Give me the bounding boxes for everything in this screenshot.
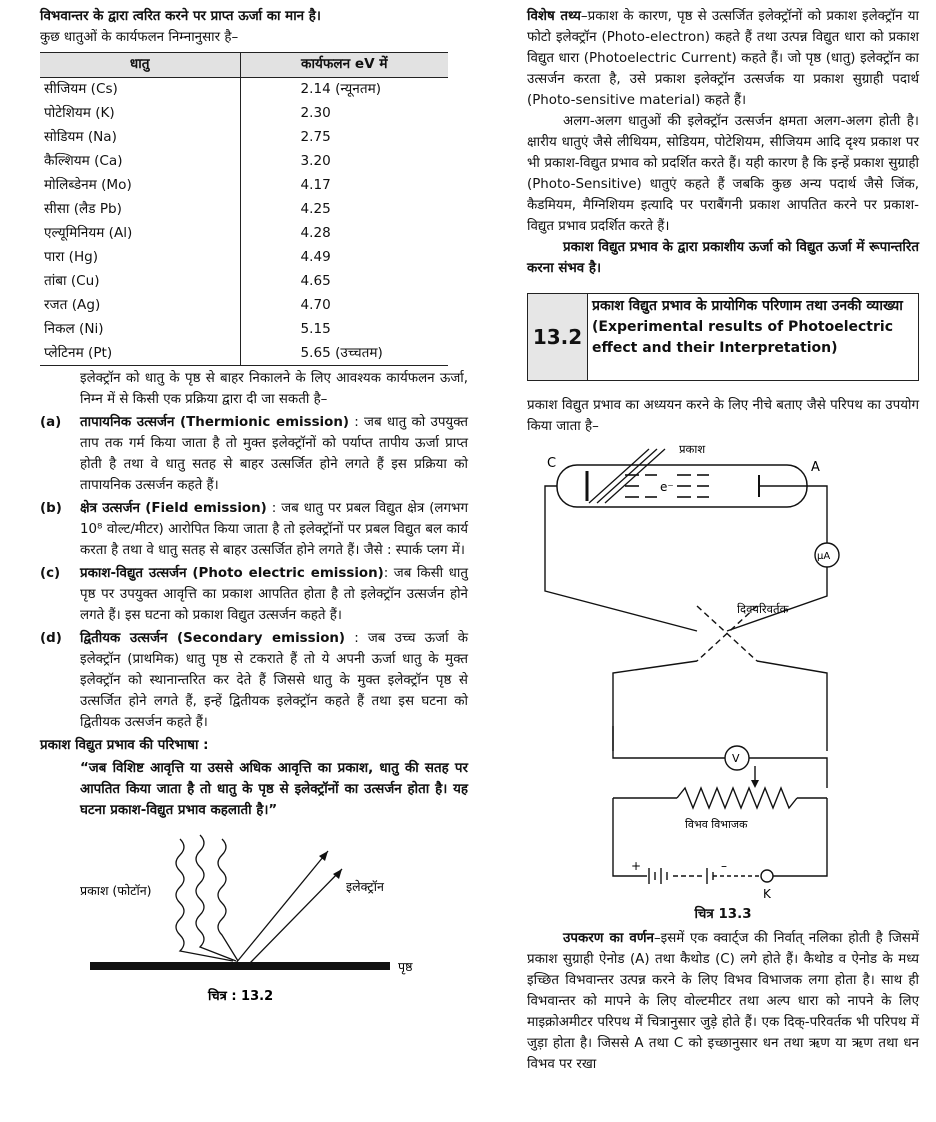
table-row <box>40 293 448 317</box>
wire-ammeter-down <box>727 567 827 631</box>
work-function-cell: 2.75 <box>300 128 331 145</box>
list-item-body: : जब धातु पर प्रबल विद्युत क्षेत्र (लगभग 10⁸ वोल्ट/मीटर) आरोपित किया जाता है तो इलेक्ट्रॉनों पर प्रबल विद्युत बल कार्य करता है तथा वे धातु सतह से बाहर उत्सर्जित होने लगते हैं। जैसे : स्पार्क प्लग में। <box>80 501 469 558</box>
section-title: प्रकाश विद्युत प्रभाव के प्रायोगिक परिणाम तथा उनकी व्याख्या (Experimental results of Photoelectric effect and their Interpretation) <box>592 298 903 356</box>
table-row <box>40 221 448 245</box>
paragraph-special-fact <box>527 6 919 111</box>
intro-line-2: कुछ धातुओं के कार्यफलन निम्नानुसार है– <box>40 30 239 45</box>
metal-name-cell: मोलिब्डेनम (Mo) <box>40 173 240 197</box>
apparatus-head: उपकरण का वर्णन <box>563 931 654 946</box>
list-item <box>40 563 468 626</box>
list-item-body: : जब उच्च ऊर्जा के इलेक्ट्रॉन (प्राथमिक) धातु पृष्ठ से टकराते हैं तो ये अपनी ऊर्जा धातु के मुक्त इलेक्ट्रॉन को स्थानान्तरित कर देते हैं जिससे धातु के मुक्त इलेक्ट्रॉन पृष्ठ से उत्सर्जित होने लगते हैं, इन्हें द्वितीयक इलेक्ट्रॉन कहते हैं तथा इस घटना को द्वितीयक उत्सर्जन कहते हैं। <box>80 631 468 730</box>
metal-name-cell: तांबा (Cu) <box>40 269 240 293</box>
divider-label: विभव विभाजक <box>685 818 748 831</box>
work-function-cell: 2.30 <box>300 104 331 121</box>
metal-name-cell: सोडियम (Na) <box>40 125 240 149</box>
list-item-head: प्रकाश-विद्युत उत्सर्जन (Photo electric emission) <box>80 566 384 581</box>
table-header-work-function: कार्यफलन eV में <box>240 53 448 77</box>
table-row <box>40 173 448 197</box>
work-function-cell: 4.49 <box>300 248 331 265</box>
paragraph-energy-conversion: प्रकाश विद्युत प्रभाव के द्वारा प्रकाशीय ऊर्जा को विद्युत ऊर्जा में रूपान्तरित करना संभव है। <box>527 240 919 276</box>
table-header-metal: धातु <box>40 53 240 77</box>
work-function-cell: 5.15 <box>300 320 331 337</box>
list-item <box>40 628 468 733</box>
rheostat-slider-arrow <box>751 780 759 788</box>
list-item-head: क्षेत्र उत्सर्जन (Field emission) <box>80 501 267 516</box>
table-row <box>40 341 448 365</box>
wire-voltmeter-rail <box>613 726 725 758</box>
battery <box>649 868 713 884</box>
list-item <box>40 412 468 496</box>
light-beam-1 <box>589 449 649 503</box>
paragraph-metals: अलग-अलग धातुओं की इलेक्ट्रॉन उत्सर्जन क्षमता अलग-अलग होती है। क्षारीय धातुएं जैसे लीथियम, सोडियम, पोटेशियम, सीजियम आदि दृश्य प्रकाश पर भी प्रकाश-विद्युत प्रभाव को प्रदर्शित करते हैं। यही कारण है कि इन्हें प्रकाश सुग्राही (Photo-Sensitive) धातुएं कहते हैं जबकि कुछ अन्य पदार्थ जैसे जिंक, कैडमियम, मैग्निशियम इत्यादि पर पराबैंगनी प्रकाश आपतित करने पर प्रकाश-विद्युत प्रभाव प्रदर्शित करते हैं। <box>527 114 919 234</box>
metal-name-cell: प्लेटिनम (Pt) <box>40 341 240 365</box>
figure-13-2-caption: चित्र : 13.2 <box>208 989 274 1004</box>
list-item-label: (c) <box>40 566 61 581</box>
figure-13-3 <box>527 441 919 761</box>
table-row <box>40 101 448 125</box>
battery-minus-label: – <box>721 859 727 873</box>
table-row <box>40 245 448 269</box>
work-function-cell: 4.70 <box>300 296 331 313</box>
section-heading-box <box>527 293 919 381</box>
key-label: K <box>763 887 771 901</box>
metal-name-cell: पोटेशियम (K) <box>40 101 240 125</box>
table-row <box>40 269 448 293</box>
paragraph-work-function: इलेक्ट्रॉन को धातु के पृष्ठ से बाहर निकालने के लिए आवश्यक कार्यफलन ऊर्जा, निम्न में से किसी एक प्रक्रिया द्वारा दी जा सकती है– <box>80 371 468 407</box>
figure-13-2 <box>40 829 468 1009</box>
table-body <box>40 77 448 365</box>
definition-title: प्रकाश विद्युत प्रभाव की परिभाषा : <box>40 738 209 753</box>
list-item-body: : जब किसी धातु पृष्ठ पर उपयुक्त आवृत्ति का प्रकाश आपतित होता है तो इलेक्ट्रॉन उत्सर्जन होने लगते हैं। इस घटना को प्रकाश विद्युत उत्सर्जन कहते हैं। <box>80 566 468 623</box>
voltmeter-label: V <box>732 752 740 765</box>
table-row <box>40 125 448 149</box>
electron-label: इलेक्ट्रॉन <box>346 879 384 894</box>
work-function-table <box>40 52 448 366</box>
surface-label: पृष्ठ <box>398 959 413 974</box>
work-function-cell: 3.20 <box>300 152 331 169</box>
list-item-text <box>80 412 468 496</box>
list-item <box>40 498 468 561</box>
definition-quote: “जब विशिष्ट आवृत्ति या उससे अधिक आवृत्ति का प्रकाश, धातु की सतह पर आपतित किया जाता है तो धातु के पृष्ठ से इलेक्ट्रॉनों का उत्सर्जन होता है। यह घटना प्रकाश-विद्युत प्रभाव कहलाती है।” <box>80 761 468 818</box>
list-item-text <box>80 563 468 626</box>
electron-symbol: e⁻ <box>660 480 674 494</box>
list-item-text <box>80 498 468 561</box>
reverser-label: दिक्परिवर्तक <box>737 602 789 616</box>
photon-label: प्रकाश (फोटॉन) <box>80 883 152 898</box>
metal-name-cell: एल्यूमिनियम (Al) <box>40 221 240 245</box>
wire-voltmeter-right <box>749 758 827 788</box>
rheostat-coil <box>677 788 797 808</box>
microammeter-label: μA <box>817 551 831 562</box>
light-beam-3 <box>605 449 665 503</box>
special-fact-body: –प्रकाश के कारण, पृष्ठ से उत्सर्जित इलेक्ट्रॉनों को प्रकाश इलेक्ट्रॉन या फोटो इलेक्ट्रॉन (Photo-electron) कहते हैं तथा उत्पन्न विद्युत धारा को प्रकाश विद्युत धारा (Photoelectric Current) कहते हैं। जो पृष्ठ (धातु) इलेक्ट्रॉन का उत्सर्जन करता है, उसे प्रकाश इलेक्ट्रॉन उत्सर्जक या प्रकाश सुग्राही पदार्थ (Photo-sensitive material) कहते हैं। <box>527 9 919 108</box>
figure-13-3-lower <box>527 726 919 906</box>
work-function-cell: 4.65 <box>300 272 331 289</box>
table-row <box>40 149 448 173</box>
section-number: 13.2 <box>528 294 588 380</box>
metal-name-cell: सीसा (लैड Pb) <box>40 197 240 221</box>
light-beam-2 <box>597 449 657 503</box>
electron-ray-1 <box>236 851 328 963</box>
emission-list <box>40 412 468 733</box>
work-function-cell: 5.65 (उच्चतम) <box>300 344 383 361</box>
metal-name-cell: निकल (Ni) <box>40 317 240 341</box>
list-item-label: (b) <box>40 501 62 516</box>
work-function-cell: 4.17 <box>300 176 331 193</box>
photon-wave-3 <box>218 839 238 961</box>
cathode-label: C <box>547 456 557 471</box>
work-function-cell: 2.14 (न्यूनतम) <box>300 80 382 97</box>
apparatus-body: –इसमें एक क्वार्ट्ज की निर्वात् नलिका होती है जिसमें प्रकाश सुग्राही ऐनोड (A) तथा कैथोड (C) लगे होते हैं। कैथोड व ऐनोड के मध्य इच्छित विभवान्तर उत्पन्न करने के लिए विभव विभाजक लगा होता है। साथ ही विभवान्तर को मापने के लिए वोल्टमीटर तथा अल्प धारा को नापने के लिए माइक्रोअमीटर परिपथ में चित्रानुसार जुड़े होते हैं। एक दिक्-परिवर्तक भी परिपथ में जुड़ा होता है। जिससे A तथा C को इच्छानुसार धन तथा ऋण या ऋण तथा धन विभव पर रखा <box>527 931 919 1072</box>
intro-line-1: विभवान्तर के द्वारा त्वरित करने पर प्राप्त ऊर्जा का मान है। <box>40 9 321 24</box>
metal-name-cell: पारा (Hg) <box>40 245 240 269</box>
wire-anode <box>807 486 827 543</box>
electron-ray-2 <box>250 869 342 963</box>
paragraph-circuit-intro: प्रकाश विद्युत प्रभाव का अध्ययन करने के लिए नीचे बताए जैसे परिपथ का उपयोग किया जाता है– <box>527 398 919 434</box>
metal-surface <box>90 962 390 970</box>
table-row <box>40 77 448 101</box>
table-row <box>40 317 448 341</box>
list-item-label: (d) <box>40 631 62 646</box>
table-row <box>40 197 448 221</box>
key-switch <box>761 870 773 882</box>
work-function-cell: 4.25 <box>300 200 331 217</box>
photon-wave-1 <box>176 839 233 961</box>
photon-wave-2 <box>196 835 236 961</box>
metal-name-cell: कैल्शियम (Ca) <box>40 149 240 173</box>
work-function-cell: 4.28 <box>300 224 331 241</box>
light-label: प्रकाश <box>679 442 706 456</box>
list-item-body: : जब धातु को उपयुक्त ताप तक गर्म किया जाता है तो मुक्त इलेक्ट्रॉनों को पर्याप्त तापीय ऊर्जा प्राप्त होती है तथा वे धातु सतह से बाहर उत्सर्जित होने लगते हैं इस प्रक्रिया को तापायनिक उत्सर्जन कहते हैं। <box>80 415 469 493</box>
anode-label: A <box>811 460 820 475</box>
special-fact-head: विशेष तथ्य <box>527 9 581 24</box>
right-column <box>527 6 919 761</box>
metal-name-cell: सीजियम (Cs) <box>40 77 240 101</box>
list-item-head: तापायनिक उत्सर्जन (Thermionic emission) <box>80 415 349 430</box>
paragraph-apparatus <box>527 928 919 1075</box>
battery-plus-label: + <box>631 859 642 873</box>
list-item-head: द्वितीयक उत्सर्जन (Secondary emission) <box>80 631 346 646</box>
metal-name-cell: रजत (Ag) <box>40 293 240 317</box>
wire-battery-right <box>773 798 827 876</box>
left-column <box>40 6 468 1009</box>
list-item-label: (a) <box>40 415 62 430</box>
list-item-text <box>80 628 468 733</box>
wire-battery-left <box>613 798 647 876</box>
figure-13-3-caption: चित्र 13.3 <box>694 907 752 922</box>
